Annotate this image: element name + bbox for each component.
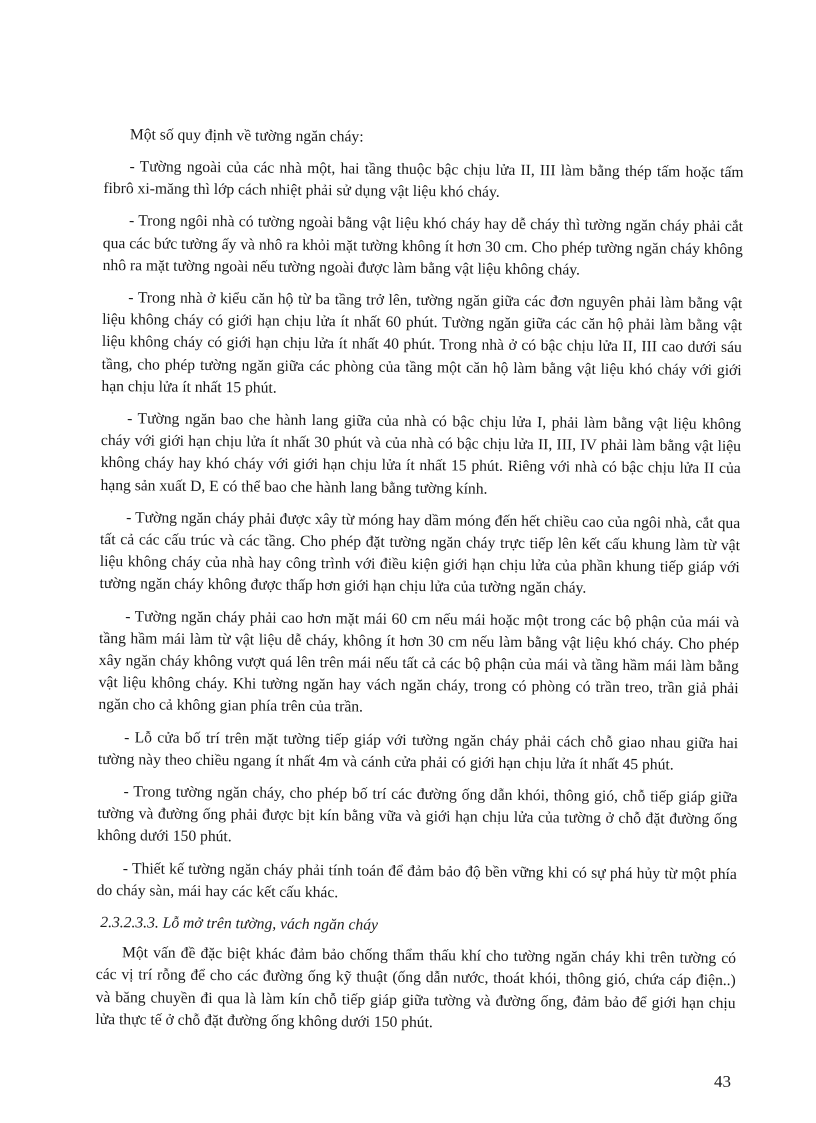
page-number: 43 bbox=[714, 1072, 731, 1091]
paragraph-7: - Lỗ cửa bố trí trên mặt tường tiếp giáp với tường ngăn cháy phải cách chỗ giao nhau giữa hai tường này theo chiều ngang ít nhất 4m và cánh cửa phải có giới hạn chịu lửa ít nhất 45 phút. bbox=[97, 728, 739, 774]
paragraph-3: - Trong nhà ở kiểu căn hộ từ ba tầng trở lên, tường ngăn giữa các đơn nguyên phải làm bằng vật liệu không cháy có giới hạn chịu lửa ít nhất 60 phút. Tường ngăn giữa các căn hộ phải làm bằng vật liệu không cháy có giới hạn chịu lửa ít nhất 40 phút. Trong nhà ở có bậc chịu lửa II, III cao dưới sáu tầng, cho phép tường ngăn giữa các phòng của tầng một căn hộ làm bằng vật liệu khó cháy với giới hạn chịu lửa ít nhất 15 phút. bbox=[101, 289, 743, 397]
paragraph-6: - Tường ngăn cháy phải cao hơn mặt mái 60 cm nếu mái hoặc một trong các bộ phận của mái và tầng hầm mái làm từ vật liệu dễ cháy, không ít hơn 30 cm nếu làm bằng vật liệu khó cháy. Cho phép xây ngăn cháy không vượt quá lên trên mái nếu tất cả các bộ phận của mái và tầng hầm mái làm bằng vật liệu không cháy. Khi tường ngăn hay vách ngăn cháy, trong có phòng có trần treo, trần giả phải ngăn cho cả không gian phía trên của trần. bbox=[98, 607, 740, 716]
paragraph-9: - Thiết kế tường ngăn cháy phải tính toán để đảm bảo độ bền vững khi có sự phá hủy từ một phía do cháy sàn, mái hay các kết cấu khác. bbox=[96, 859, 737, 902]
paragraph-8: - Trong tường ngăn cháy, cho phép bố trí các đường ống dẫn khói, thông gió, chỗ tiếp giáp giữa tường và đường ống phải được bịt kín bằng vữa và giới hạn chịu lửa của tường ở chỗ đặt đường ống không dưới 150 phút. bbox=[97, 783, 738, 846]
page-body bbox=[95, 124, 744, 1047]
section-paragraph: Một vấn đề đặc biệt khác đảm bảo chống thẩm thấu khí cho tường ngăn cháy khi trên tường có các vị trí rỗng để cho các đường ống kỹ thuật (ống dẫn nước, thoát khói, thông gió, chứa cáp điện..) và băng chuyền đi qua là làm kín chỗ tiếp giáp giữa tường và đường ống, đảm bảo để giới hạn chịu lửa thực tế ở chỗ đặt đường ống không dưới 150 phút. bbox=[95, 944, 737, 1031]
paragraph-2: - Trong ngôi nhà có tường ngoài bằng vật liệu khó cháy hay dễ cháy thì tường ngăn cháy phải cắt qua các bức tường ấy và nhô ra khỏi mặt tường không ít hơn 30 cm. Cho phép tường ngăn cháy không nhô ra mặt tường ngoài nếu tường ngoài được làm bằng vật liệu không cháy. bbox=[102, 212, 744, 279]
paragraph-5: - Tường ngăn cháy phải được xây từ móng hay dầm móng đến hết chiều cao của ngôi nhà, cắt qua tất cả các cấu trúc và các tầng. Cho phép đặt tường ngăn cháy trực tiếp lên kết cấu khung làm từ vật liệu không cháy của nhà hay công trình với điều kiện giới hạn chịu lửa của phần khung tiếp giáp với tường ngăn cháy không được thấp hơn giới hạn chịu lửa của tường ngăn cháy. bbox=[99, 509, 741, 598]
intro-line: Một số quy định về tường ngăn cháy: bbox=[129, 126, 364, 146]
paragraph-4: - Tường ngăn bao che hành lang giữa của nhà có bậc chịu lửa I, phải làm bằng vật liệu không cháy với giới hạn chịu lửa ít nhất 30 phút và của nhà có bậc chịu lửa II, III, IV phải làm bằng vật liệu không cháy hay khó cháy với giới hạn chịu lửa ít nhất 15 phút. Riêng với nhà có bậc chịu lửa II của hạng sản xuất D, E có thể bao che hành lang bằng tường kính. bbox=[100, 410, 742, 498]
paragraph-1: - Tường ngoài của các nhà một, hai tầng thuộc bậc chịu lửa II, III làm bằng thép tấm hoặc tấm fibrô xi-măng thì lớp cách nhiệt phải sử dụng vật liệu khó cháy. bbox=[103, 158, 744, 202]
section-title: 2.3.2.3.3. Lỗ mở trên tường, vách ngăn cháy bbox=[100, 914, 379, 934]
